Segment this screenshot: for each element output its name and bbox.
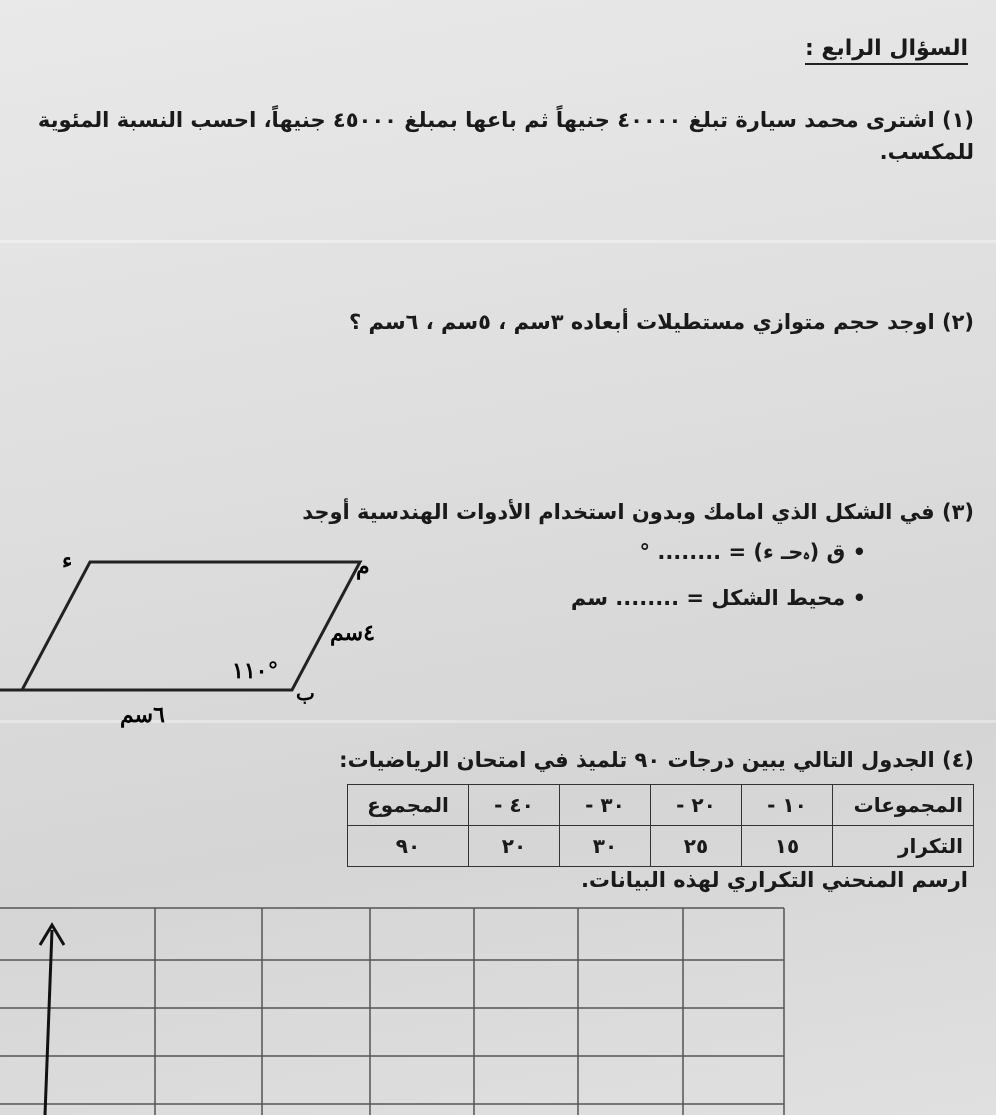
table-cell: ١٥	[742, 826, 833, 867]
question-1-line-1: (١) اشترى محمد سيارة تبلغ ٤٠٠٠٠ جنيهاً ثم باعها بمبلغ ٤٥٠٠٠ جنيهاً، احسب النسبة المئوية	[37, 108, 974, 132]
question-3-bullet-perimeter: • محيط الشكل = ........ سم	[570, 586, 866, 610]
table-header-frequency: التكرار	[833, 826, 974, 867]
y-axis-arrow	[40, 925, 64, 1115]
paper-fold	[0, 240, 996, 243]
vertex-label-top-left: ء	[62, 548, 73, 574]
table-cell: ٢٠	[469, 826, 560, 867]
table-cell: ٢٥	[651, 826, 742, 867]
table-cell: ٣٠ -	[560, 785, 651, 826]
question-3-bullet-angle: • ق (ﮦحـ ء) = ........ °	[639, 540, 866, 564]
vertex-label-bottom-right: ب	[296, 681, 315, 705]
section-heading: السؤال الرابع :	[805, 36, 968, 65]
draw-instruction: ارسم المنحني التكراري لهذه البيانات.	[580, 868, 968, 892]
frequency-table	[347, 784, 974, 867]
table-cell: ٤٠ -	[469, 785, 560, 826]
question-3: (٣) في الشكل الذي امامك وبدون استخدام الأدوات الهندسية أوجد	[302, 500, 974, 524]
table-total-label: المجموع	[348, 785, 469, 826]
side-label-bottom: ٦سم	[120, 702, 165, 728]
parallelogram-outline	[22, 562, 360, 690]
graph-grid	[0, 900, 800, 1115]
parallelogram-figure	[0, 540, 430, 730]
table-row	[348, 826, 974, 867]
table-cell: ١٠ -	[742, 785, 833, 826]
table-header-groups: المجموعات	[833, 785, 974, 826]
question-1-line-2: للمكسب.	[879, 140, 974, 164]
table-cell: ٢٠ -	[651, 785, 742, 826]
question-4: (٤) الجدول التالي يبين درجات ٩٠ تلميذ في امتحان الرياضيات:	[339, 748, 974, 772]
vertex-label-top-right: م	[356, 554, 370, 580]
angle-label: ١١٠°	[232, 658, 279, 684]
question-2: (٢) اوجد حجم متوازي مستطيلات أبعاده ٣سم ، ٥سم ، ٦سم ؟	[349, 310, 974, 334]
table-cell: ٣٠	[560, 826, 651, 867]
side-label-right: ٤سم	[330, 620, 375, 646]
table-row	[348, 785, 974, 826]
table-total-value: ٩٠	[348, 826, 469, 867]
